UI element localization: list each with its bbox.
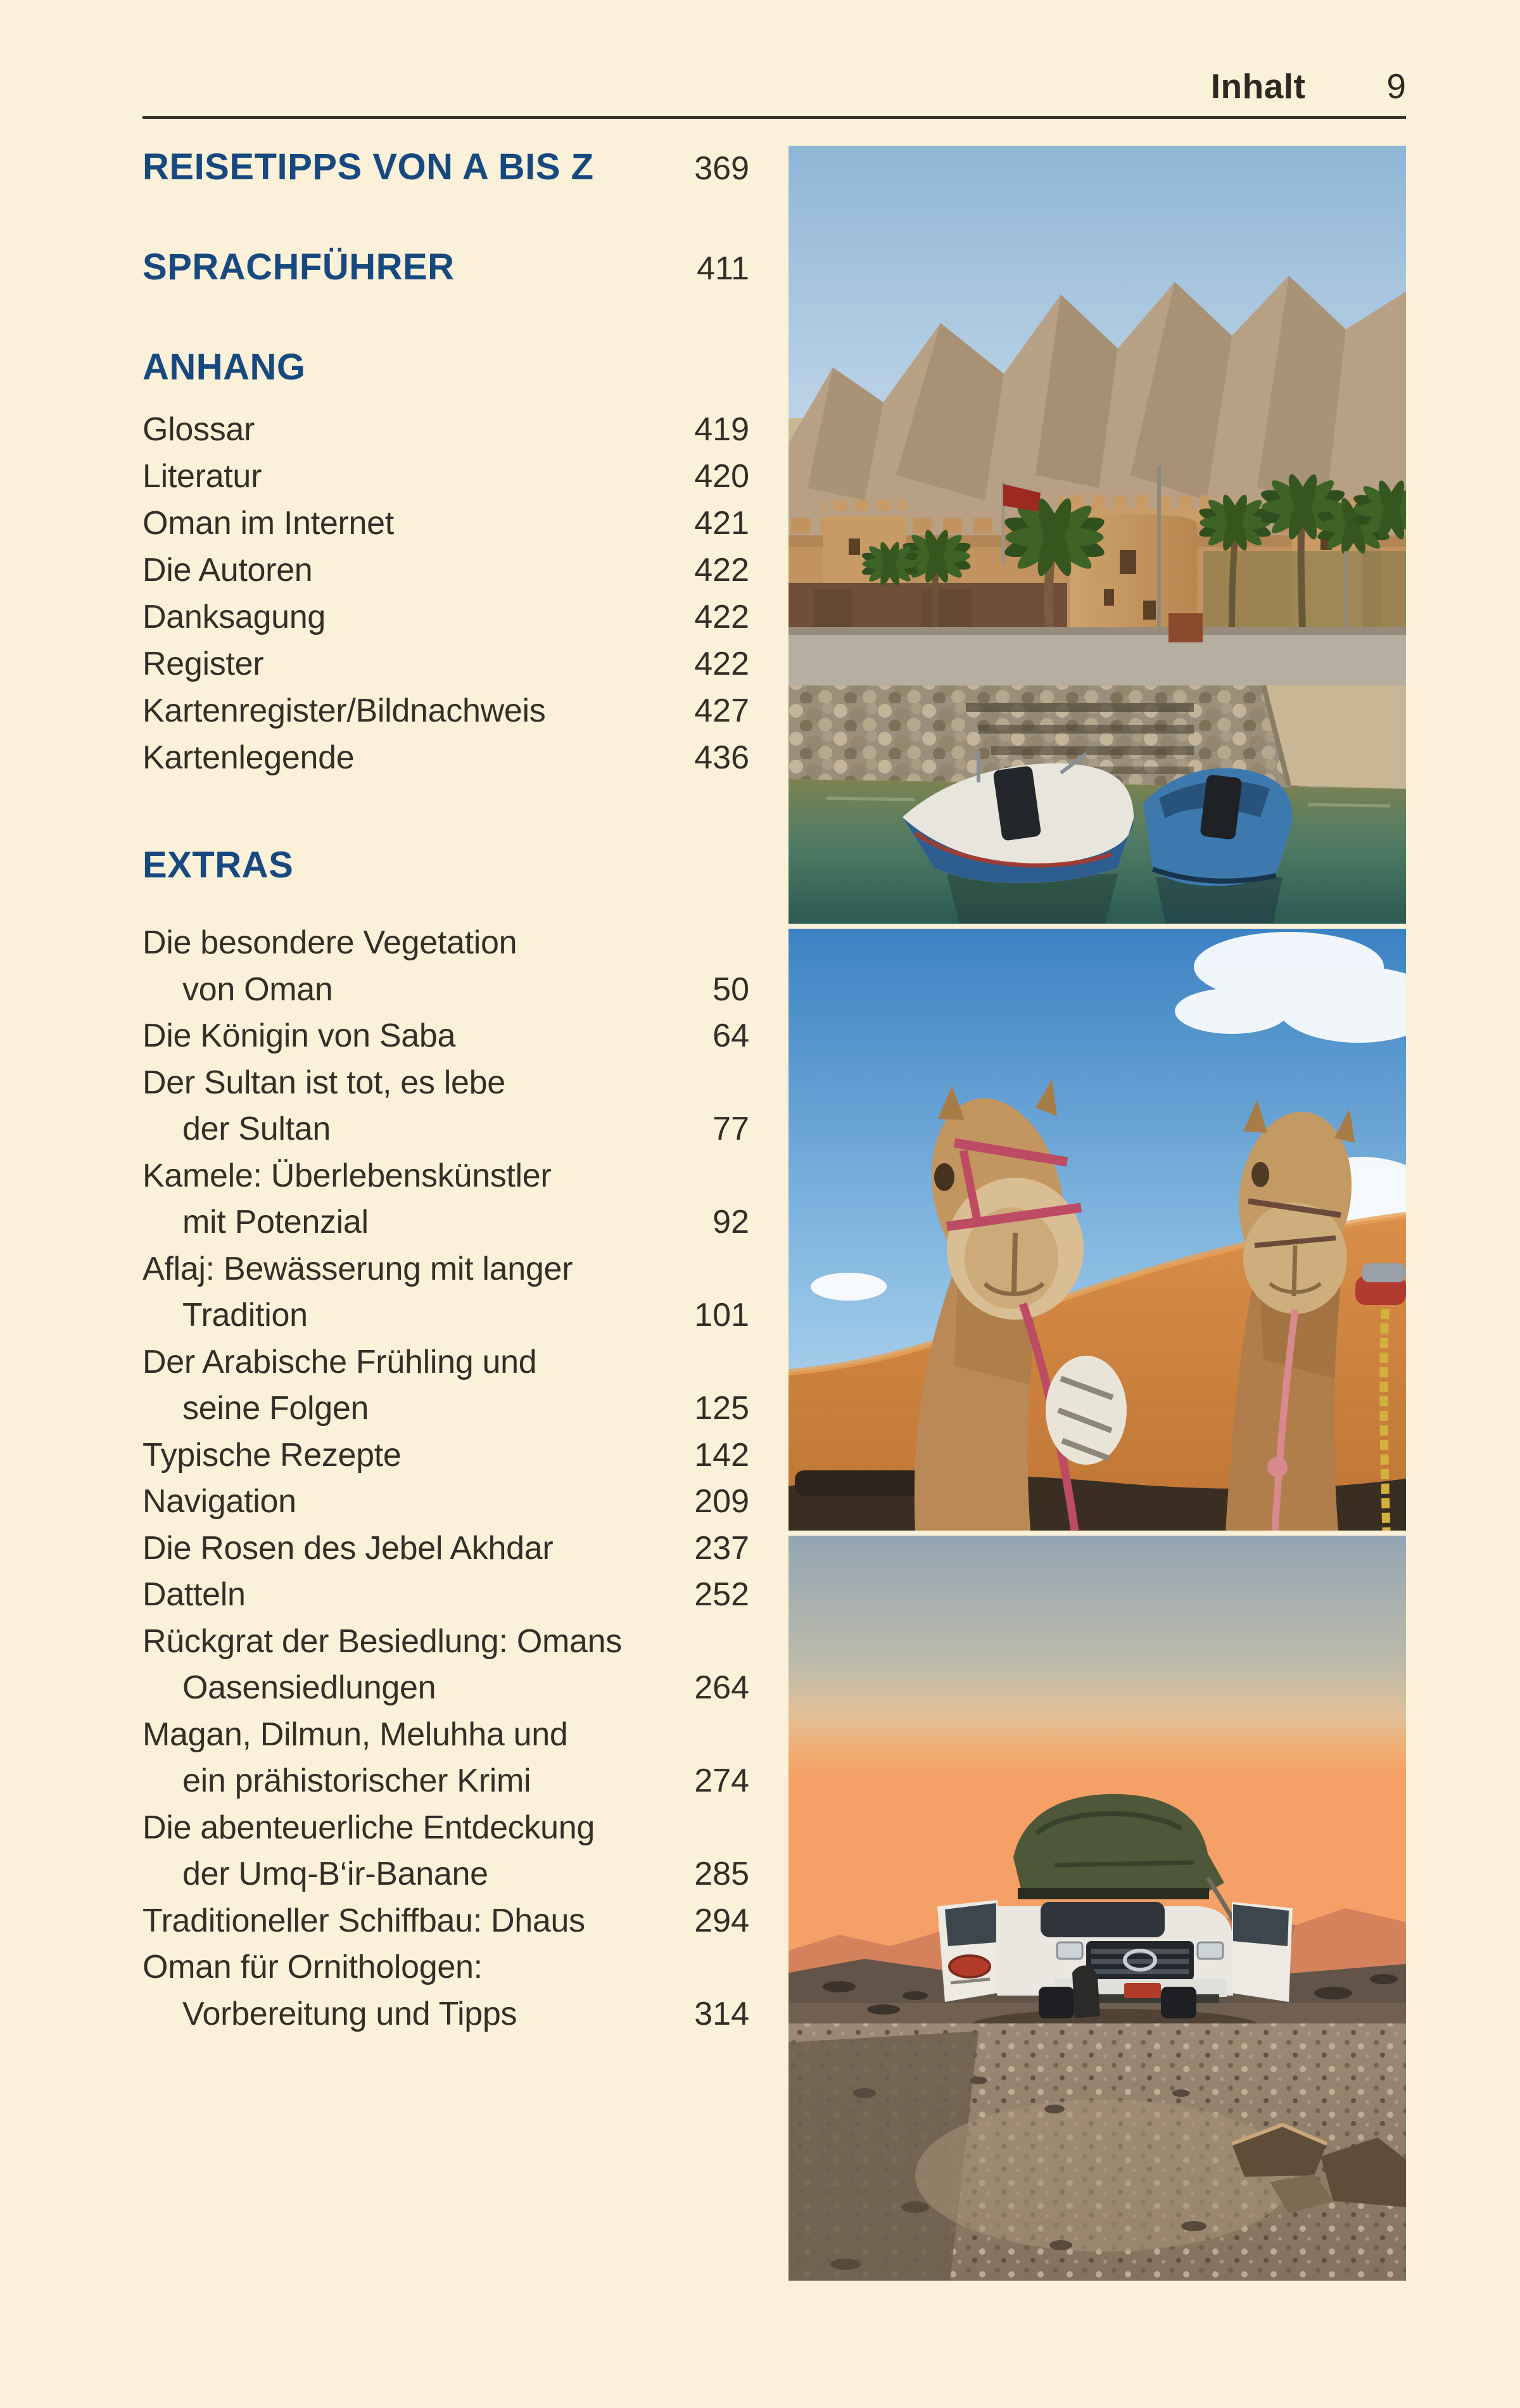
toc-entry-label: Kamele: Überlebenskünstler — [142, 1157, 552, 1194]
toc-entry-page: 252 — [694, 1576, 749, 1613]
toc-entry-line — [142, 1246, 749, 1293]
toc-column — [142, 0, 749, 2154]
toc-entry-line — [142, 1665, 749, 1712]
toc-entry-line — [142, 500, 749, 547]
toc-list-anhang — [142, 406, 749, 781]
toc-entry-line — [142, 1339, 749, 1386]
toc-entry-line — [142, 687, 749, 734]
toc-entry-label: mit Potenzial — [182, 1204, 369, 1240]
header-page-number: 9 — [1386, 67, 1406, 106]
toc-entry-line — [142, 1712, 749, 1759]
toc-entry-label: Register — [142, 646, 264, 682]
toc-entry-page: 142 — [694, 1436, 749, 1474]
toc-entry-line — [142, 1432, 749, 1479]
toc-entry-line — [142, 547, 749, 594]
toc-entry-line — [142, 1479, 749, 1526]
header-title: Inhalt — [1210, 67, 1306, 106]
toc-top-entry — [142, 146, 749, 188]
toc-entry-line — [142, 1292, 749, 1339]
toc-entry-line — [142, 1991, 749, 2038]
toc-entry-page: 237 — [694, 1529, 749, 1567]
toc-entry-page: 422 — [694, 552, 749, 589]
toc-entry-label: Traditioneller Schiffbau: Dhaus — [142, 1902, 585, 1939]
toc-entry-label: Oasensiedlungen — [182, 1669, 436, 1706]
toc-entry-label: Oman im Internet — [142, 505, 394, 542]
toc-entry-page: 294 — [694, 1902, 749, 1939]
toc-list-extras — [142, 920, 749, 2037]
section-heading-anhang: ANHANG — [142, 347, 306, 388]
toc-entry-label: Der Arabische Frühling und — [142, 1343, 537, 1380]
toc-entry-label: Kartenlegende — [142, 739, 355, 776]
toc-entry-label: Vorbereitung und Tipps — [182, 1995, 517, 2032]
toc-entry-label: Die Königin von Saba — [142, 1017, 456, 1054]
toc-entry-label: Magan, Dilmun, Meluhha und — [142, 1716, 568, 1753]
section-heading-extras: EXTRAS — [142, 844, 294, 886]
toc-entry-page: 274 — [694, 1762, 749, 1799]
toc-entry-line — [142, 920, 749, 967]
toc-top-entry-label: REISETIPPS VON A BIS Z — [142, 146, 594, 188]
toc-entry-page: 64 — [712, 1017, 749, 1054]
toc-entry-line — [142, 967, 749, 1014]
toc-entry-page: 77 — [712, 1111, 749, 1147]
toc-top-entry-page: 411 — [697, 250, 749, 287]
toc-entry-page: 422 — [694, 599, 749, 635]
toc-entry-label: Die Rosen des Jebel Akhdar — [142, 1529, 554, 1567]
toc-entry-label: seine Folgen — [182, 1390, 369, 1427]
toc-entry-label: Kartenregister/Bildnachweis — [142, 692, 546, 729]
toc-entry-line — [142, 1572, 749, 1619]
toc-entry-label: Glossar — [142, 411, 255, 448]
photo-two-camels — [788, 929, 1406, 1531]
toc-entry-line — [142, 1758, 749, 1805]
photo-offroad-car-rooftop-tent — [788, 1536, 1406, 2281]
toc-entry-line — [142, 734, 749, 781]
car-illustration — [788, 1536, 1406, 2281]
toc-entry-page: 92 — [712, 1204, 749, 1240]
toc-entry-line — [142, 1013, 749, 1060]
fort-illustration — [788, 146, 1406, 924]
toc-entry-line — [142, 1898, 749, 1945]
toc-entry-label: ein prähistorischer Krimi — [182, 1762, 531, 1799]
toc-entry-page: 419 — [694, 411, 749, 448]
toc-entry-label: Datteln — [142, 1576, 246, 1613]
toc-entry-line — [142, 1106, 749, 1153]
toc-entry-line — [142, 1619, 749, 1666]
toc-entry-page: 209 — [694, 1483, 749, 1520]
toc-entry-label: Oman für Ornithologen: — [142, 1949, 483, 1985]
toc-entry-label: Die abenteuerliche Entdeckung — [142, 1809, 595, 1846]
toc-entry-label: Literatur — [142, 458, 262, 495]
toc-entry-line — [142, 1386, 749, 1432]
toc-entry-line — [142, 1805, 749, 1852]
toc-entry-label: der Umq-B‘ir-Banane — [182, 1856, 488, 1892]
toc-entry-label: Der Sultan ist tot, es lebe — [142, 1064, 505, 1101]
toc-entry-line — [142, 1153, 749, 1200]
toc-entry-line — [142, 1944, 749, 1991]
toc-entry-line — [142, 1526, 749, 1572]
toc-entry-line — [142, 1060, 749, 1107]
toc-entry-page: 420 — [694, 458, 749, 495]
toc-entry-label: Typische Rezepte — [142, 1436, 402, 1474]
toc-entry-page: 422 — [694, 646, 749, 682]
toc-entry-label: Die besondere Vegetation — [142, 924, 517, 961]
toc-entry-page: 50 — [712, 971, 749, 1008]
toc-top-entry — [142, 246, 749, 288]
toc-entry-page: 125 — [694, 1390, 749, 1427]
toc-entry-page: 264 — [694, 1669, 749, 1706]
camels-illustration — [788, 929, 1406, 1531]
toc-entry-line — [142, 406, 749, 453]
toc-entry-line — [142, 594, 749, 640]
photo-khasab-fort — [788, 146, 1406, 924]
toc-entry-line — [142, 1199, 749, 1246]
toc-entry-page: 427 — [694, 692, 749, 729]
toc-entry-label: Danksagung — [142, 599, 326, 635]
toc-top-entry-page: 369 — [694, 150, 749, 187]
toc-entry-line — [142, 1851, 749, 1898]
toc-entry-line — [142, 640, 749, 687]
toc-entry-label: der Sultan — [182, 1111, 331, 1147]
toc-entry-page: 314 — [694, 1995, 749, 2032]
toc-entry-label: Navigation — [142, 1483, 296, 1520]
toc-entry-label: Tradition — [182, 1297, 308, 1334]
toc-entry-page: 285 — [694, 1856, 749, 1892]
toc-entry-label: von Oman — [182, 971, 333, 1008]
toc-top-entry-label: SPRACHFÜHRER — [142, 246, 455, 288]
toc-entry-page: 101 — [694, 1297, 749, 1334]
toc-entry-label: Aflaj: Bewässerung mit langer — [142, 1250, 573, 1287]
toc-entry-label: Rückgrat der Besiedlung: Omans — [142, 1622, 622, 1660]
toc-entry-label: Die Autoren — [142, 552, 313, 589]
toc-entry-page: 421 — [694, 505, 749, 542]
toc-entry-line — [142, 453, 749, 500]
toc-entry-page: 436 — [694, 739, 749, 776]
